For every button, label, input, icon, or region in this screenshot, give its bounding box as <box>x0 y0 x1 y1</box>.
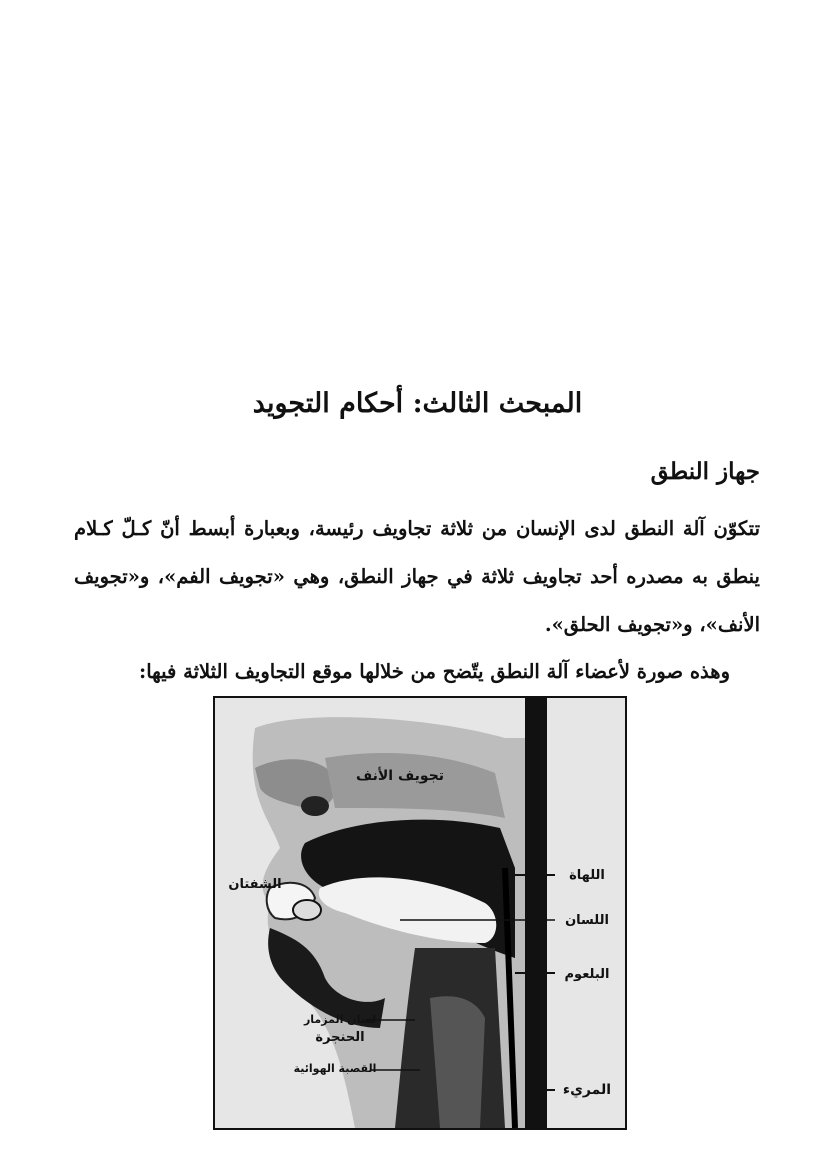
label-epiglottis: لسان المزمار <box>303 1013 377 1026</box>
section-heading: جهاز النطق <box>650 458 760 485</box>
intro-paragraph: تتكوّن آلة النطق لدى الإنسان من ثلاثة تجاويف رئيسة، وبعبارة أبسط أنّ كـلّ كـلام ينطق به مصدره أحد تجاويف ثلاثة في جهاز النطق، وهي «تجويف الفم»، و«تجويف الأنف»، و«تجويف الحلق». <box>74 517 760 636</box>
label-nasal-cavity: تجويف الأنف <box>355 768 445 784</box>
label-esophagus: المريء <box>562 1082 612 1098</box>
page-title: المبحث الثالث: أحكام التجويد <box>252 388 583 419</box>
speech-organs-diagram <box>215 698 625 1128</box>
label-trachea: القصبة الهوائية <box>293 1062 377 1075</box>
speech-organs-figure <box>213 696 627 1130</box>
figure-intro-paragraph: وهذه صورة لأعضاء آلة النطق يتّضح من خلالها موقع التجاويف الثلاثة فيها: <box>139 660 730 683</box>
label-larynx: الحنجرة <box>315 1030 365 1045</box>
label-pharynx: البلعوم <box>564 967 610 982</box>
label-lips: الشفتان <box>228 877 282 892</box>
label-tongue: اللسان <box>565 913 609 928</box>
label-uvula: اللهاة <box>569 868 605 883</box>
